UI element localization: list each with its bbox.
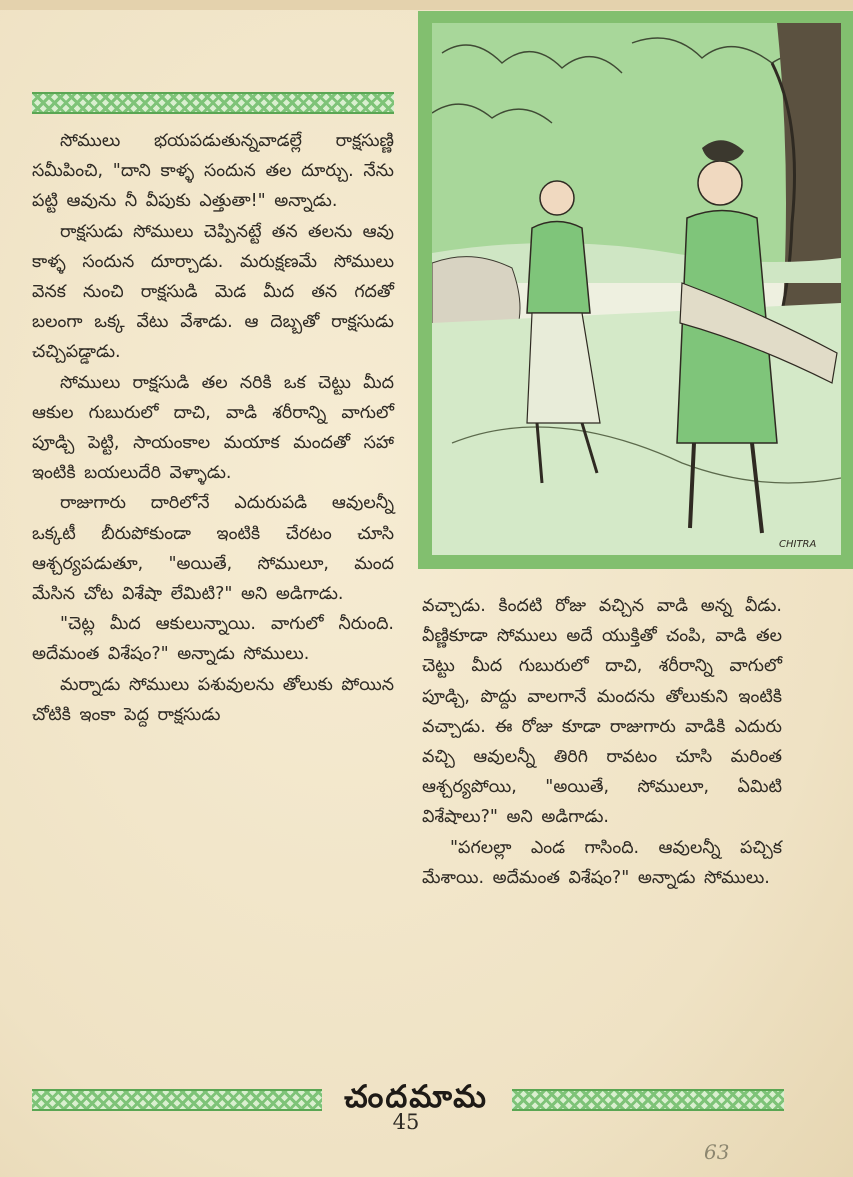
- artist-signature: CHITRA: [779, 539, 817, 550]
- masthead-right-border: [512, 1089, 784, 1111]
- paragraph-7: వచ్చాడు. కిందటి రోజు వచ్చిన వాడి అన్న వీడు. వీణ్ణికూడా సోములు అదే యుక్తితో చంపి, వాడి తల చెట్టు మీద గుబురులో దాచి, శరీరాన్ని వాగులో పూడ్చి, పొద్దు వాలగానే మందను తోలుకుని ఇంటికి వచ్చాడు. ఈ రోజు కూడా రాజుగారు వాడికి ఎదురు వచ్చి ఆవులన్నీ తిరిగి రావటం చూసి మరింత ఆశ్చర్యపోయి, "అయితే, సోములూ, ఏమిటి విశేషాలు?" అని అడిగాడు.: [422, 596, 782, 828]
- paragraph-3: సోములు రాక్షసుడి తల నరికి ఒక చెట్టు మీద ఆకుల గుబురులో దాచి, వాడి శరీరాన్ని వాగులో పూడ్చి పెట్టి, సాయంకాల మయాక మందతో సహా ఇంటికి బయలుదేరి వెళ్ళాడు.: [32, 372, 394, 484]
- left-text-column: [32, 126, 394, 730]
- paragraph-5: "చెట్ల మీద ఆకులున్నాయి. వాగులో నీరుంది. అదేమంత విశేషం?" అన్నాడు సోములు.: [32, 614, 394, 665]
- forest-scene-image: [432, 23, 841, 555]
- right-text-column: [422, 591, 782, 893]
- story-illustration: [418, 11, 853, 569]
- paragraph-6: మర్నాడు సోములు పశువులను తోలుకు పోయిన చోటికి ఇంకా పెద్ద రాక్షసుడు: [32, 674, 394, 725]
- masthead-left-border: [32, 1089, 322, 1111]
- magazine-title: చందమామ: [344, 1079, 488, 1115]
- paragraph-1: సోములు భయపడుతున్నవాడల్లే రాక్షసుణ్ణి సమీపించి, "దాని కాళ్ళ సందున తల దూర్చు. నేను పట్టి ఆవును నీ వీపుకు ఎత్తుతా!" అన్నాడు.: [32, 131, 394, 212]
- page-number: 45: [392, 1110, 420, 1134]
- paragraph-4: రాజుగారు దారిలోనే ఎదురుపడి ఆవులన్నీ ఒక్కటీ బీరుపోకుండా ఇంటికి చేరటం చూసి ఆశ్చర్యపడుతూ, "అయితే, సోములూ, మంద మేసిన చోట విశేషా లేమిటి?" అని అడిగాడు.: [32, 493, 394, 605]
- page-top-edge: [0, 0, 853, 10]
- handwritten-note: 63: [704, 1140, 730, 1164]
- top-decorative-border: [32, 92, 394, 114]
- paragraph-2: రాక్షసుడు సోములు చెప్పినట్టే తన తలను ఆవు కాళ్ళ సందున దూర్చాడు. మరుక్షణమే సోములు వెనక నుంచి రాక్షసుడి మెడ మీద తన గదతో బలంగా ఒక్క వేటు వేశాడు. ఆ దెబ్బతో రాక్షసుడు చచ్చిపడ్డాడు.: [32, 221, 394, 363]
- paragraph-8: "పగలల్లా ఎండ గాసింది. ఆవులన్నీ పచ్చిక మేశాయి. అదేమంత విశేషం?" అన్నాడు సోములు.: [422, 837, 782, 888]
